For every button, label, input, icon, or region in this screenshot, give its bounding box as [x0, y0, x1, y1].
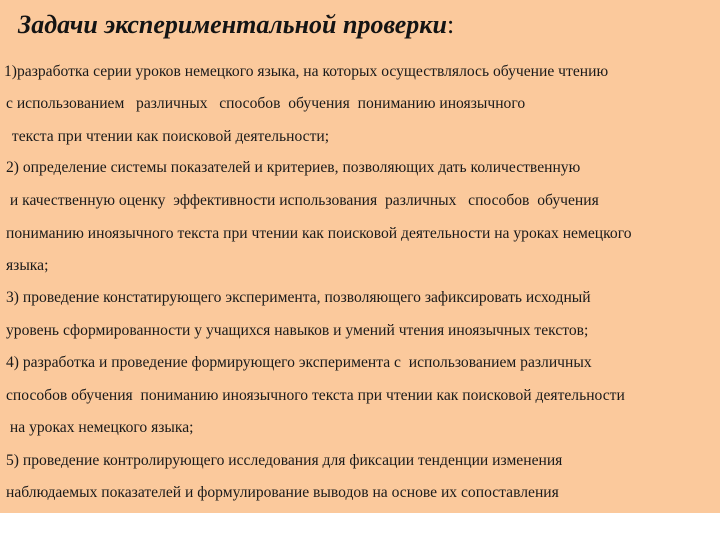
task-line-8: 3) проведение констатирующего эксперимента, позволяющего зафиксировать исходный [6, 289, 591, 306]
task-line-3: текста при чтении как поисковой деятельности; [8, 128, 330, 145]
task-line-12: на уроках немецкого языка; [6, 419, 194, 436]
task-line-6: пониманию иноязычного текста при чтении как поисковой деятельности на уроках немецкого [6, 225, 632, 242]
task-line-10: 4) разработка и проведение формирующего эксперимента с использованием различных [6, 354, 592, 371]
task-line-13: 5) проведение контролирующего исследования для фиксации тенденции изменения [6, 452, 563, 469]
slide-title-colon: : [446, 10, 455, 39]
task-line-14: наблюдаемых показателей и формулирование выводов на основе их сопоставления [6, 484, 559, 501]
slide-title-text: Задачи экспериментальной проверки [18, 10, 447, 39]
task-line-11: способов обучения пониманию иноязычного текста при чтении как поисковой деятельности [6, 387, 625, 404]
slide-title [18, 8, 454, 42]
task-line-5: и качественную оценку эффективности использования различных способов обучения [6, 192, 599, 209]
task-line-1: 1)разработка серии уроков немецкого языка, на которых осуществлялось обучение чтению [4, 63, 609, 80]
task-line-9: уровень сформированности у учащихся навыков и умений чтения иноязычных текстов; [6, 322, 589, 339]
task-line-2: с использованием различных способов обучения пониманию иноязычного [6, 95, 526, 112]
task-line-4: 2) определение системы показателей и критериев, позволяющих дать количественную [6, 159, 581, 176]
task-line-7: языка; [6, 257, 49, 274]
